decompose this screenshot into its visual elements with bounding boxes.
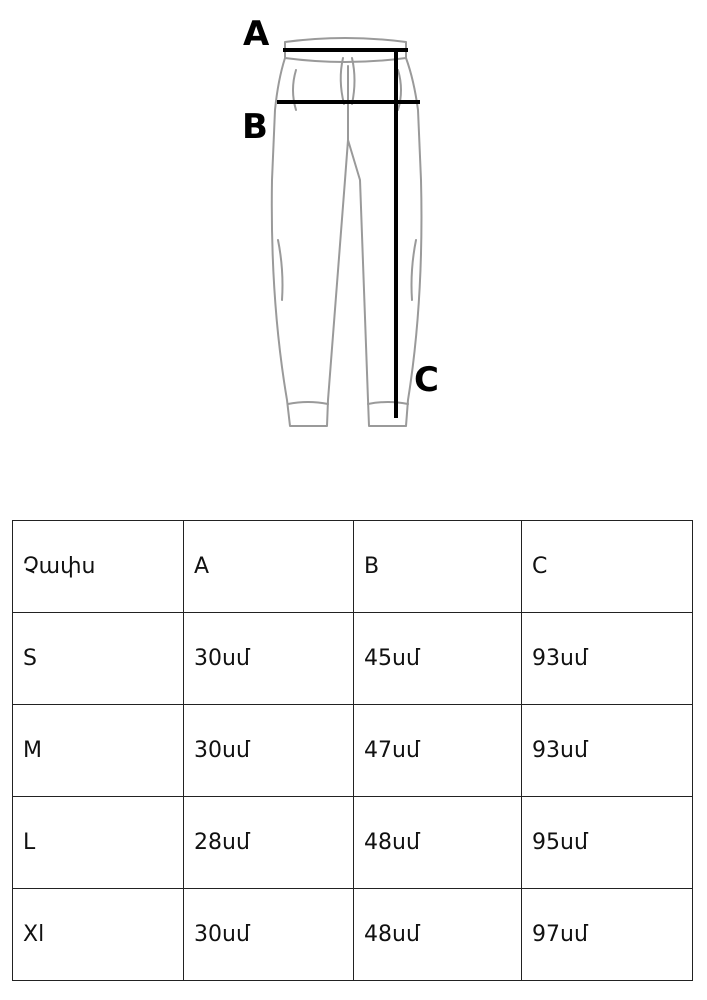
- value-cell-a: 28սմ: [184, 797, 354, 889]
- label-c: C: [414, 360, 439, 400]
- table-row: [13, 705, 693, 797]
- size-cell: S: [13, 613, 184, 705]
- value-cell-a: 30սմ: [184, 889, 354, 981]
- right-cuff: [368, 402, 408, 404]
- header-cell-b: B: [354, 521, 522, 613]
- pants-outline: [272, 38, 422, 426]
- value-cell-b: 48սմ: [354, 797, 522, 889]
- table-row: [13, 797, 693, 889]
- value-cell-c: 93սմ: [522, 705, 693, 797]
- label-a: A: [243, 14, 270, 54]
- size-table: [12, 520, 693, 981]
- right-side-panel: [412, 240, 417, 300]
- value-cell-c: 93սմ: [522, 613, 693, 705]
- value-cell-b: 47սմ: [354, 705, 522, 797]
- value-cell-c: 95սմ: [522, 797, 693, 889]
- size-cell: M: [13, 705, 184, 797]
- table-row: [13, 889, 693, 981]
- pants-silhouette: [272, 58, 422, 426]
- table-row: [13, 613, 693, 705]
- header-cell-a: A: [184, 521, 354, 613]
- table-header-row: [13, 521, 693, 613]
- value-cell-c: 97սմ: [522, 889, 693, 981]
- left-cuff: [288, 402, 328, 404]
- size-cell: Xl: [13, 889, 184, 981]
- size-cell: L: [13, 797, 184, 889]
- value-cell-a: 30սմ: [184, 613, 354, 705]
- left-side-panel: [278, 240, 283, 300]
- value-cell-b: 45սմ: [354, 613, 522, 705]
- pants-measurement-diagram: [0, 0, 707, 470]
- value-cell-b: 48սմ: [354, 889, 522, 981]
- value-cell-a: 30սմ: [184, 705, 354, 797]
- label-b: B: [242, 107, 268, 147]
- header-cell-size: Չափս: [13, 521, 184, 613]
- header-cell-c: C: [522, 521, 693, 613]
